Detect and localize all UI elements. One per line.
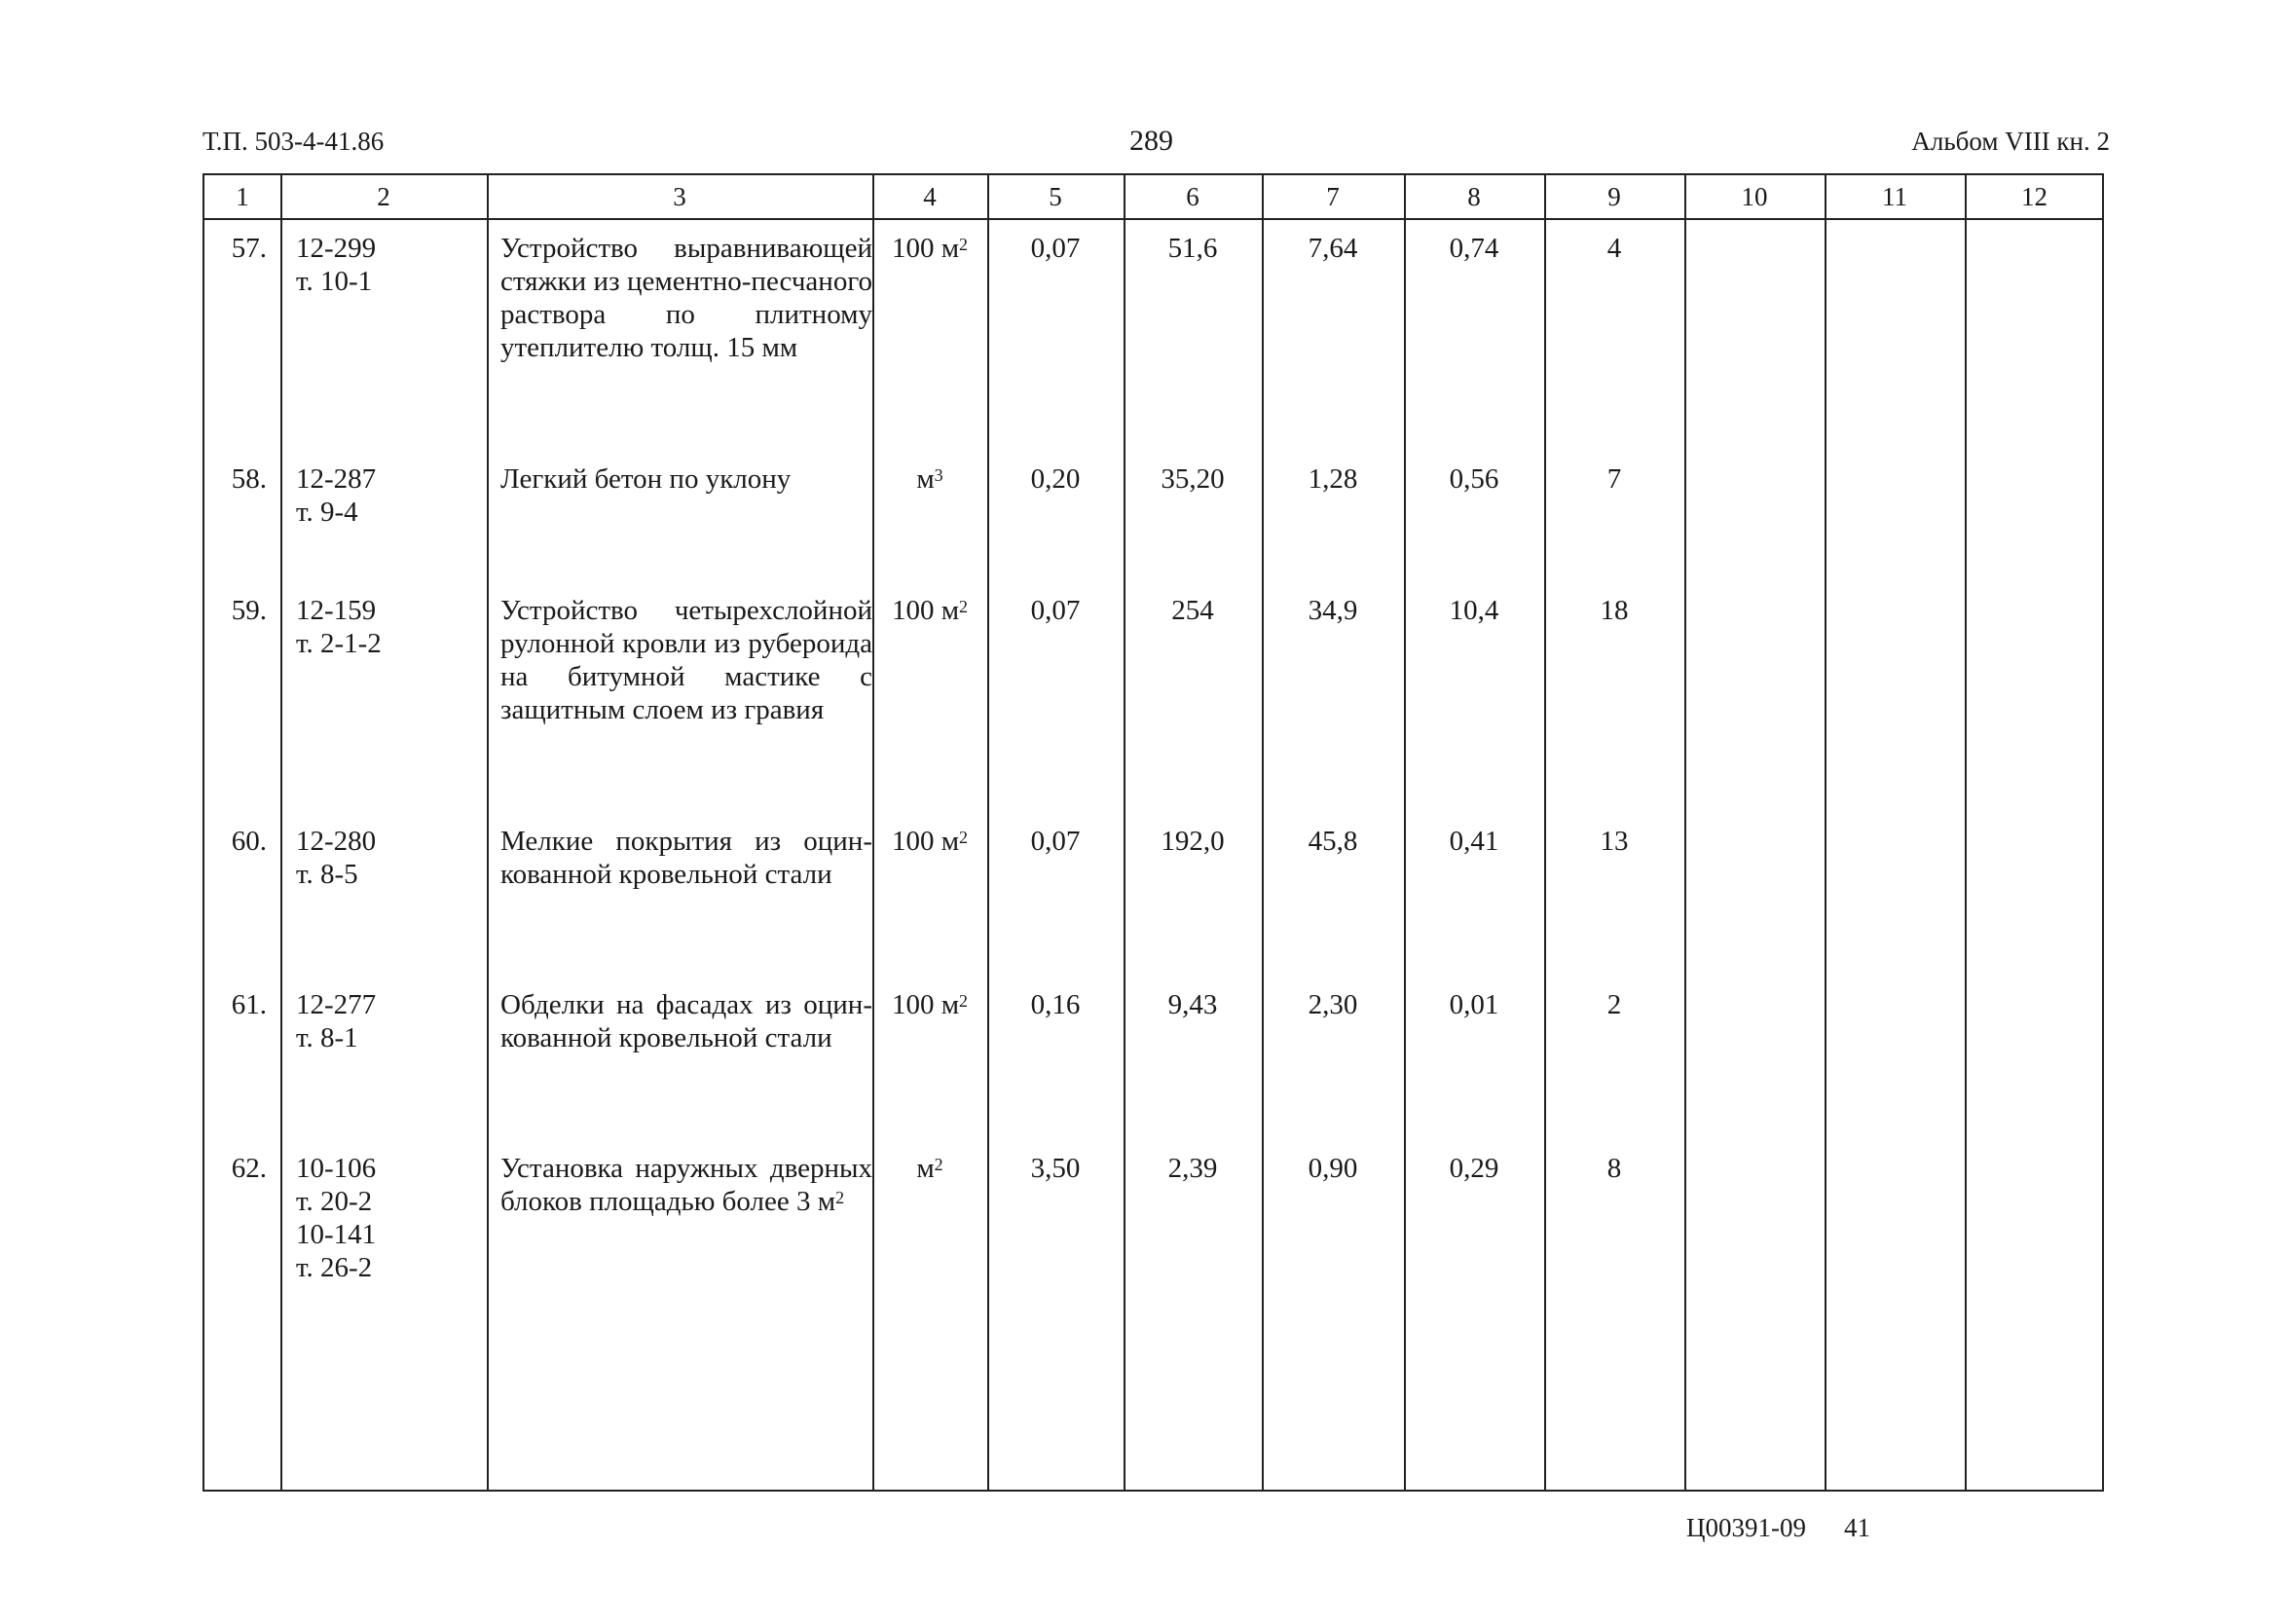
value-column-9: 4 bbox=[1606, 233, 1622, 264]
work-description bbox=[500, 988, 872, 1054]
unit-superscript: 3 bbox=[934, 465, 943, 485]
value-column-8: 0,56 bbox=[1449, 463, 1499, 495]
value-column-9: 18 bbox=[1600, 595, 1629, 626]
value-column-8: 10,4 bbox=[1449, 595, 1499, 626]
value-column-7: 34,9 bbox=[1308, 595, 1358, 626]
value-column-5: 3,50 bbox=[1030, 1153, 1081, 1184]
work-description-text: Обделки на фасадах из оцинкованной кровельной стали bbox=[500, 989, 872, 1053]
unit-text: 100 м bbox=[891, 233, 960, 264]
unit-text: 100 м bbox=[891, 595, 960, 626]
work-description bbox=[500, 825, 872, 891]
unit-superscript: 2 bbox=[959, 597, 969, 616]
work-description-text: Установка наружных дверных блоков площадью более 3 м bbox=[500, 1153, 872, 1217]
value-column-7: 45,8 bbox=[1308, 826, 1358, 857]
value-column-8: 0,01 bbox=[1449, 989, 1499, 1020]
value-column-7: 1,28 bbox=[1308, 463, 1358, 495]
value-column-7: 0,90 bbox=[1308, 1153, 1358, 1184]
value-column-8: 0,41 bbox=[1449, 826, 1499, 857]
norm-code-line: 12-159 bbox=[296, 595, 377, 626]
work-description bbox=[500, 462, 872, 496]
footer-code: Ц00391-09 bbox=[1686, 1513, 1806, 1542]
column-number-11: 11 bbox=[1882, 182, 1907, 211]
value-column-5: 0,07 bbox=[1030, 826, 1081, 857]
column-number-10: 10 bbox=[1741, 182, 1768, 211]
unit-superscript: 2 bbox=[959, 235, 969, 254]
value-column-9: 2 bbox=[1606, 989, 1622, 1020]
column-rule bbox=[487, 175, 489, 1490]
norm-code-line: 12-299 bbox=[296, 233, 377, 264]
norm-code-line: т. 10-1 bbox=[296, 266, 373, 297]
value-column-8: 0,74 bbox=[1449, 233, 1499, 264]
norm-code-line: т. 9-4 bbox=[296, 497, 358, 528]
norm-code-line: 10-106 bbox=[296, 1153, 377, 1184]
value-column-9: 13 bbox=[1600, 826, 1629, 857]
footer-page: 41 bbox=[1844, 1513, 1870, 1542]
column-number-3: 3 bbox=[673, 182, 686, 211]
unit-of-measure bbox=[872, 462, 987, 496]
norm-code-line: 12-287 bbox=[296, 463, 377, 495]
unit-text: 100 м bbox=[891, 989, 960, 1020]
unit-text: м bbox=[916, 463, 935, 495]
value-column-5: 0,07 bbox=[1030, 595, 1081, 626]
document-code: Т.П. 503-4-41.86 bbox=[203, 127, 385, 156]
column-number-1: 1 bbox=[236, 182, 249, 211]
unit-superscript: 2 bbox=[959, 991, 969, 1011]
column-number-12: 12 bbox=[2021, 182, 2047, 211]
work-description bbox=[500, 232, 872, 364]
value-column-6: 35,20 bbox=[1161, 463, 1225, 495]
unit-of-measure bbox=[872, 232, 987, 265]
value-column-6: 2,39 bbox=[1167, 1153, 1218, 1184]
value-column-6: 192,0 bbox=[1161, 826, 1225, 857]
unit-text: м bbox=[916, 1153, 935, 1184]
row-number: 59. bbox=[231, 595, 267, 626]
column-number-2: 2 bbox=[377, 182, 390, 211]
work-description bbox=[500, 594, 872, 726]
norm-code-line: 10-141 bbox=[296, 1219, 377, 1250]
column-number-9: 9 bbox=[1607, 182, 1621, 211]
value-column-7: 2,30 bbox=[1308, 989, 1358, 1020]
column-rule bbox=[1825, 175, 1826, 1490]
unit-superscript: 2 bbox=[959, 828, 969, 847]
row-number: 60. bbox=[231, 826, 267, 857]
work-description bbox=[500, 1152, 872, 1218]
column-rule bbox=[280, 175, 282, 1490]
column-rule bbox=[1965, 175, 1967, 1490]
estimate-table bbox=[203, 173, 2104, 1492]
value-column-6: 51,6 bbox=[1167, 233, 1218, 264]
work-description-superscript: 2 bbox=[835, 1188, 845, 1207]
value-column-6: 9,43 bbox=[1167, 989, 1218, 1020]
row-number: 61. bbox=[231, 989, 267, 1020]
work-description-text: Устройство четырехслойной рулонной кровли из рубероида на битумной мастике с защитным слоем из гравия bbox=[500, 595, 872, 725]
unit-of-measure bbox=[872, 825, 987, 858]
norm-code-line: 12-277 bbox=[296, 989, 377, 1020]
work-description-text: Легкий бетон по уклону bbox=[500, 463, 792, 495]
unit-superscript: 2 bbox=[934, 1155, 943, 1174]
norm-code-line: т. 26-2 bbox=[296, 1252, 373, 1283]
value-column-5: 0,16 bbox=[1030, 989, 1081, 1020]
norm-code-line: т. 20-2 bbox=[296, 1186, 373, 1217]
row-number: 62. bbox=[231, 1153, 267, 1184]
column-number-7: 7 bbox=[1326, 182, 1340, 211]
column-number-6: 6 bbox=[1186, 182, 1199, 211]
value-column-5: 0,20 bbox=[1030, 463, 1081, 495]
unit-of-measure bbox=[872, 1152, 987, 1185]
unit-text: 100 м bbox=[891, 826, 960, 857]
norm-code-line: 12-280 bbox=[296, 826, 377, 857]
value-column-5: 0,07 bbox=[1030, 233, 1081, 264]
value-column-6: 254 bbox=[1171, 595, 1214, 626]
table-header-row bbox=[204, 175, 2102, 220]
norm-code-line: т. 8-5 bbox=[296, 859, 358, 890]
value-column-9: 8 bbox=[1606, 1153, 1622, 1184]
unit-of-measure bbox=[872, 594, 987, 627]
value-column-7: 7,64 bbox=[1308, 233, 1358, 264]
norm-code-line: т. 8-1 bbox=[296, 1022, 358, 1053]
work-description-text: Мелкие покрытия из оцинкованной кровельной стали bbox=[500, 826, 872, 890]
value-column-9: 7 bbox=[1606, 463, 1622, 495]
album-label: Альбом VIII кн. 2 bbox=[1911, 127, 2110, 156]
value-column-8: 0,29 bbox=[1449, 1153, 1499, 1184]
column-rule bbox=[1684, 175, 1686, 1490]
norm-code-line: т. 2-1-2 bbox=[296, 628, 382, 659]
column-number-5: 5 bbox=[1049, 182, 1062, 211]
row-number: 58. bbox=[231, 463, 267, 495]
work-description-text: Устройство выравнивающей стяжки из цементно-песчаного раствора по плитному утеплителю толщ. 15 мм bbox=[500, 233, 872, 363]
page-number: 289 bbox=[1129, 125, 1173, 157]
column-number-4: 4 bbox=[923, 182, 937, 211]
column-number-8: 8 bbox=[1467, 182, 1481, 211]
unit-of-measure bbox=[872, 988, 987, 1021]
row-number: 57. bbox=[231, 233, 267, 264]
